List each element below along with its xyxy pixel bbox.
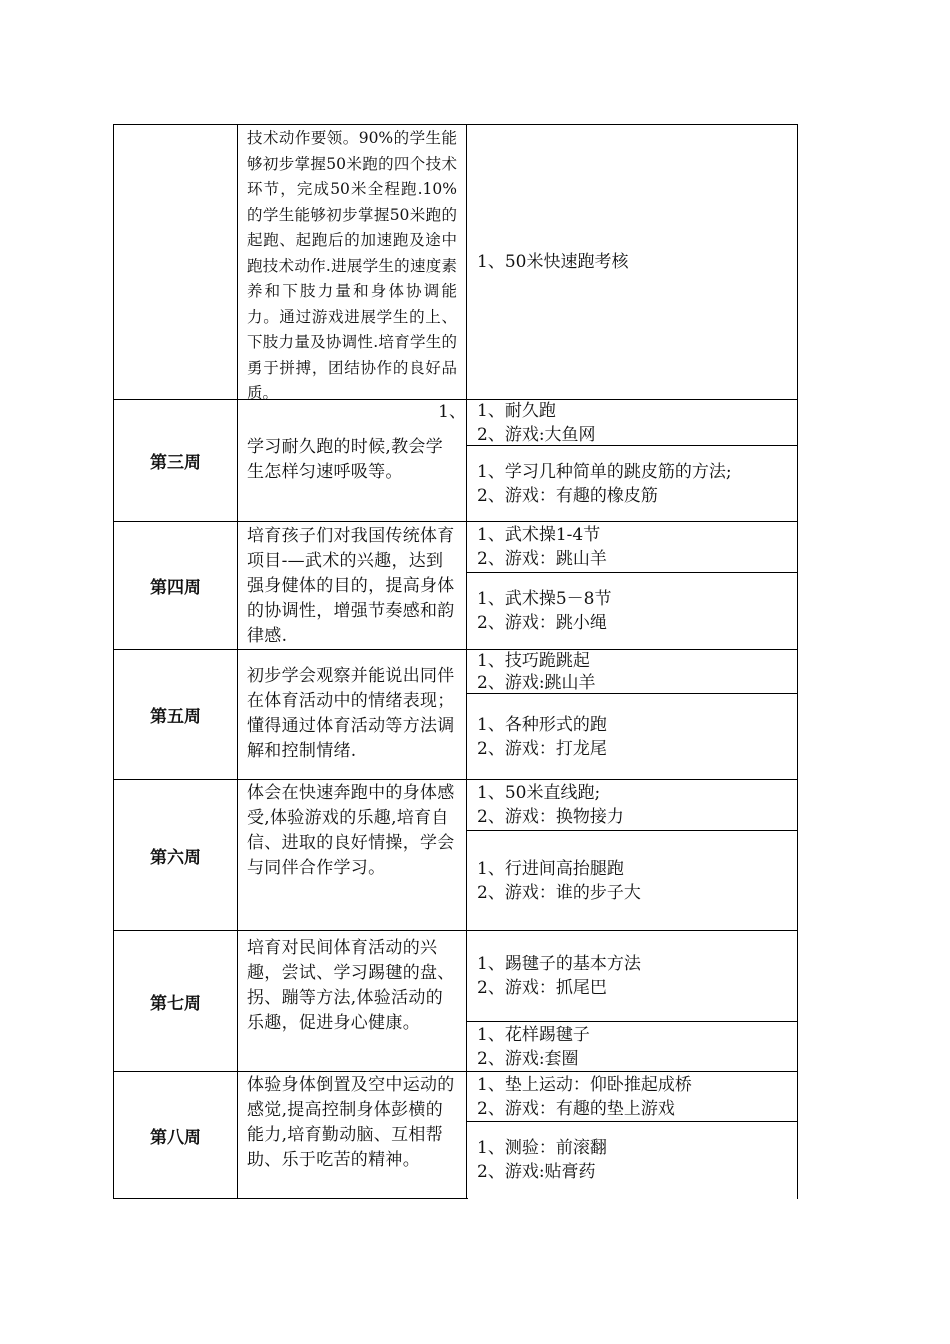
week-label: 第七周 [150,993,201,1014]
content-line: 1、50米快速跑考核 [477,252,629,272]
content-cell: 1、测验：前滚翻 2、游戏:贴膏药 [477,1138,607,1182]
goal-text: 体会在快速奔跑中的身体感受,体验游戏的乐趣,培育自信、进取的良好情操，学会与同伴合作学习。 [247,783,455,878]
week-label: 第四周 [150,578,201,598]
goal-cell [238,435,466,515]
goal-prefix: 1、 [438,402,466,422]
goal-cell [238,781,466,921]
week-label: 第三周 [150,453,201,473]
goal-text: 培育对民间体育活动的兴趣，尝试、学习踢毽的盘、拐、蹦等方法,体验活动的乐趣，促进身心健康。 [247,938,455,1033]
goal-text: 学习耐久跑的时候,教会学生怎样匀速呼吸等。 [247,437,444,482]
week-label: 第五周 [150,707,201,727]
goal-text: 初步学会观察并能说出同伴在体育活动中的情绪表现；懂得通过体育活动等方法调解和控制情绪. [247,666,455,761]
goal-text: 培育孩子们对我国传统体育项目-—武术的兴趣，达到强身健体的目的，提高身体的协调性，增强节奏感和韵律感. [247,526,455,646]
goal-cell [238,524,466,649]
goal-text: 技术动作要领。90%的学生能够初步掌握50米跑的四个技术环节，完成50米全程跑.10%的学生能够初步掌握50米跑的起跑、起跑后的加速跑及途中跑技术动作.进展学生的速度素养和下肢力量和身体协调能力。通过游戏进展学生的上、下肢力量及协调性.培育学生的勇于拼搏，团结协作的良好品质。 [247,129,457,402]
week-label: 第六周 [150,847,201,868]
schedule-table [113,124,798,1199]
content-cell: 1、垫上运动：仰卧推起成桥 2、游戏：有趣的垫上游戏 [477,1074,692,1119]
goal-cell [238,664,466,774]
week-label: 第八周 [150,1127,201,1148]
content-cell: 1、踢毽子的基本方法 2、游戏：抓尾巴 [477,954,641,998]
content-cell: 1、花样踢毽子 2、游戏:套圈 [477,1024,590,1069]
content-cell: 1、技巧跪跳起 2、游戏:跳山羊 [477,650,596,693]
content-cell: 1、耐久跑 2、游戏:大鱼网 [477,400,596,445]
content-cell: 1、各种形式的跑 2、游戏：打龙尾 [477,714,607,759]
goal-cell [238,936,466,1066]
goal-text: 体验身体倒置及空中运动的感觉,提高控制身体彭横的能力,培育勤动脑、互相帮助、乐于吃苦的精神。 [247,1075,455,1170]
content-cell: 1、武术操1-4节 2、游戏：跳山羊 [477,525,607,569]
content-cell [467,125,797,399]
table-border-right [797,124,798,1199]
content-cell: 1、行进间高抬腿跑 2、游戏：谁的步子大 [477,858,641,903]
goal-cell [238,1073,466,1198]
goal-cell [238,126,466,402]
table-border-bottom [113,1198,468,1199]
content-cell: 1、学习几种简单的跳皮筋的方法; 2、游戏：有趣的橡皮筋 [477,461,732,506]
content-cell: 1、武术操5－8节 2、游戏：跳小绳 [477,589,612,633]
content-cell: 1、50米直线跑; 2、游戏：换物接力 [477,783,624,827]
